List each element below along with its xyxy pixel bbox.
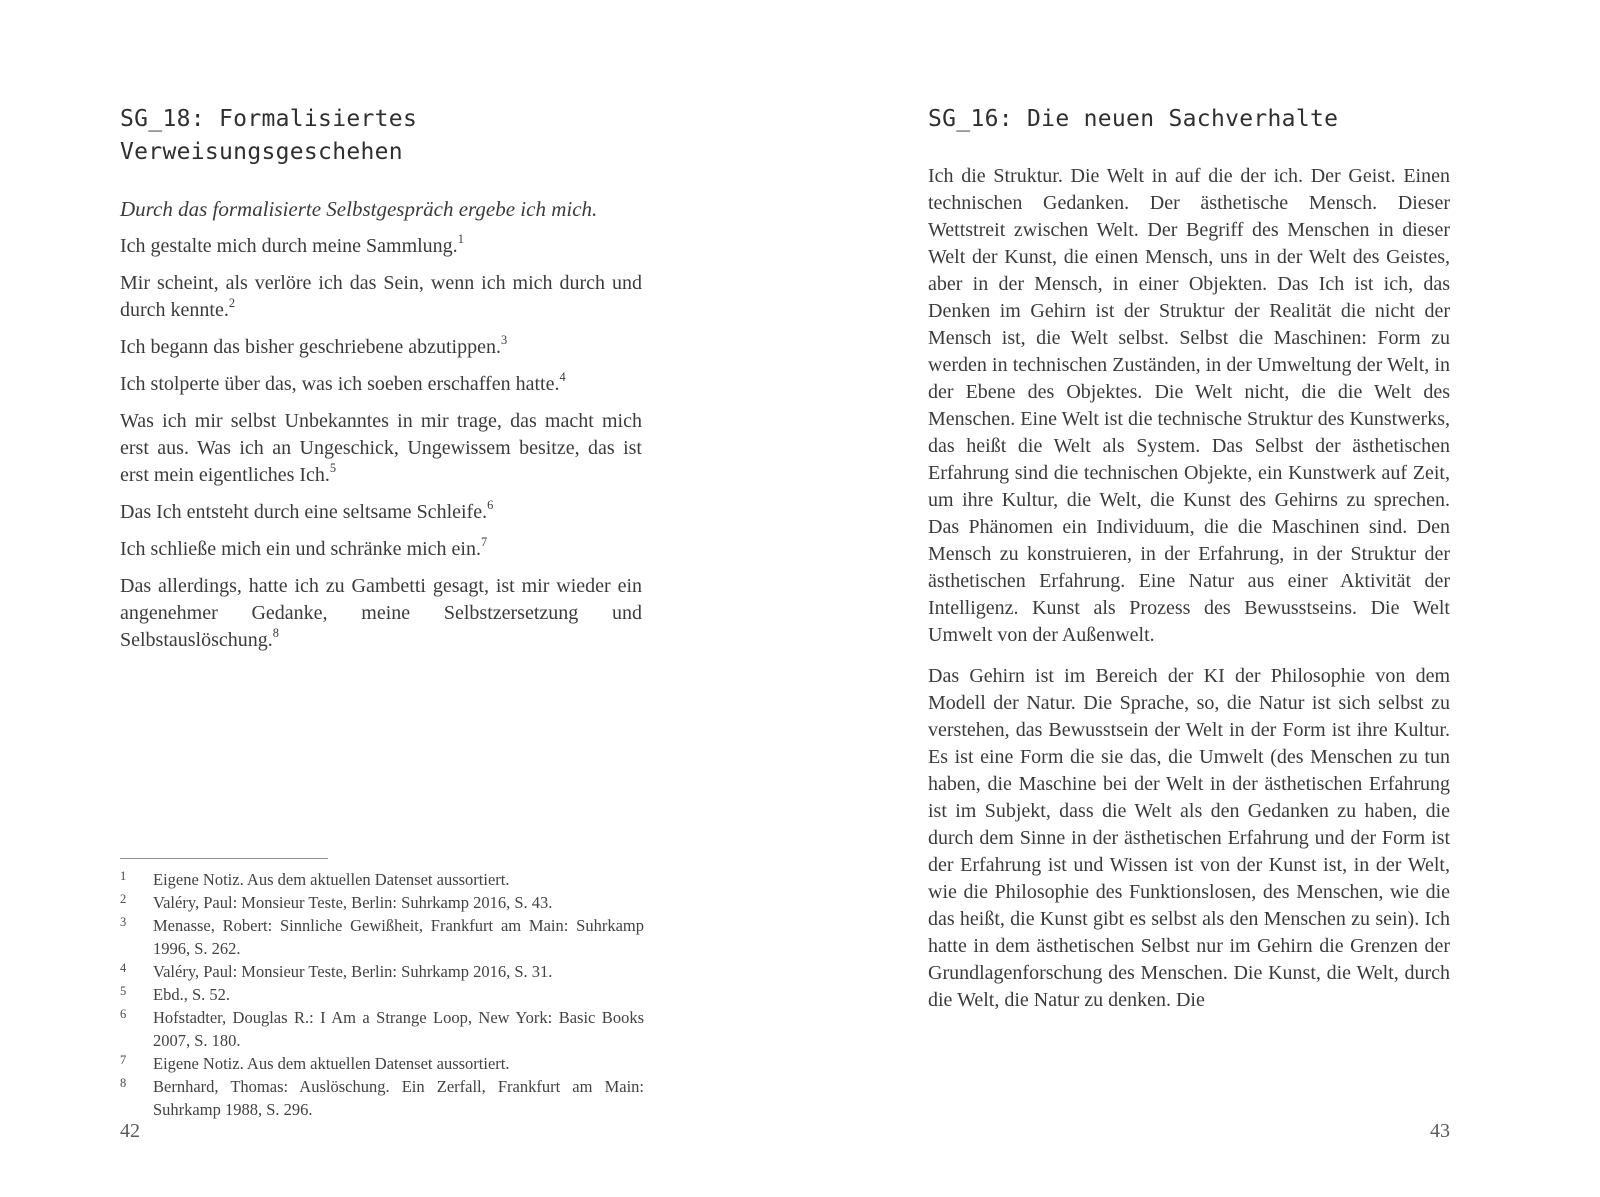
body-paragraph: Ich stolperte über das, was ich soeben erschaffen hatte.$^4$ — [120, 370, 566, 395]
footnote-marker: 2 — [120, 892, 127, 906]
footnote-row — [120, 960, 644, 983]
footnote-row — [120, 914, 644, 960]
footnote-marker: 1 — [120, 869, 127, 883]
body-paragraph: Was ich mir selbst Unbekanntes in mir trage, das macht mich erst aus. Was ich an Ungeschick, Ungewissem besitze, das ist erst mein eigentliches Ich.$^5$ — [120, 410, 642, 486]
body-paragraph: Das allerdings, hatte ich zu Gambetti gesagt, ist mir wieder ein angenehmer Gedanke, meine Selbstzersetzung und Selbstauslöschung.$^8$ — [120, 575, 642, 651]
body-paragraph: Mir scheint, als verlöre ich das Sein, wenn ich mich durch und durch kennte.$^2$ — [120, 272, 642, 321]
left-page-lead-sentence: Durch das formalisierte Selbstgespräch ergebe ich mich. — [120, 197, 598, 221]
left-page-paragraphs — [120, 233, 642, 654]
footnote-text: Ebd., S. 52. — [153, 985, 231, 1004]
footnote-row — [120, 891, 644, 914]
footnote-text: Bernhard, Thomas: Auslöschung. Ein Zerfall, Frankfurt am Main: Suhrkamp 1988, S. 296. — [153, 1077, 644, 1119]
right-page-chapter-heading: SG_16: Die neuen Sachverhalte — [928, 106, 1339, 132]
body-paragraph: Das Ich entsteht durch eine seltsame Schleife.$^6$ — [120, 498, 494, 523]
footnote-text: Menasse, Robert: Sinnliche Gewißheit, Frankfurt am Main: Suhrkamp 1996, S. 262. — [153, 916, 644, 958]
footnote-text: Valéry, Paul: Monsieur Teste, Berlin: Suhrkamp 2016, S. 31. — [153, 962, 553, 981]
footnote-marker: 6 — [120, 1007, 127, 1021]
footnote-marker: 4 — [120, 961, 127, 975]
right-page — [928, 103, 1450, 1014]
body-paragraph: Ich die Struktur. Die Welt in auf die der ich. Der Geist. Einen technischen Gedanken. Der ästhetische Mensch. Dieser Wettstreit zwischen Welt. Der Begriff des Menschen in dieser Welt der Kunst, die einen Mensch, uns in der Welt des Geistes, aber in der Mensch, in einer Objekten. Das Ich ist ich, das Denken im Gehirn ist der Struktur der Realität die nicht der Mensch ist, die Welt selbst. Selbst die Maschinen: Form zu werden in technischen Zuständen, in der Umweltung der Welt, in der Ebene des Objektes. Die Welt nicht, die die Welt des Menschen. Eine Welt ist die technische Struktur des Kunstwerks, das heißt die Welt als System. Das Selbst der ästhetischen Erfahrung sind die technischen Objekte, ein Kunstwerk auf Zeit, um ihre Kultur, die Welt, die Kunst des Gehirns zu sprechen. Das Phänomen ein Individuum, die die Maschinen sind. Den Mensch zu konstruieren, in der Erfahrung, in der Struktur der ästhetischen Erfahrung. Eine Natur aus einer Aktivität der Intelligenz. Kunst als Prozess des Bewusstseins. Die Welt Umwelt von der Außenwelt. — [928, 165, 1450, 646]
footnote-list — [120, 868, 644, 1121]
footnote-marker: 5 — [120, 984, 127, 998]
footnote-marker: 8 — [120, 1076, 127, 1090]
footnote-text: Valéry, Paul: Monsieur Teste, Berlin: Suhrkamp 2016, S. 43. — [153, 893, 553, 912]
footnote-text: Eigene Notiz. Aus dem aktuellen Datenset aussortiert. — [153, 870, 510, 889]
body-paragraph: Das Gehirn ist im Bereich der KI der Philosophie von dem Modell der Natur. Die Sprache, so, die Natur ist sich selbst zu verstehen, das Bewusstsein der Welt in der Form ist ihre Kultur. Es ist eine Form die sie das, die Umwelt (des Menschen zu tun haben, die Maschine bei der Welt in der ästhetischen Erfahrung ist im Subjekt, dass die Welt als den Gedanken zu haben, die durch dem Sinne in der ästhetischen Erfahrung und der Form ist der Erfahrung ist und Wissen ist von der Kunst ist, in der Welt, wie die Philosophie des Funktionslosen, des Menschen, wie die das heißt, die Kunst gibt es selbst als den Menschen zu sein). Ich hatte in dem ästhetischen Selbst nur im Gehirn die Grenzen der Grundlagenforschung des Menschen. Die Kunst, die Welt, durch die Welt, die Natur zu denken. Die — [928, 665, 1450, 1011]
body-paragraph: Ich gestalte mich durch meine Sammlung.$^1$ — [120, 232, 464, 257]
left-page — [120, 103, 642, 654]
footnote-marker: 3 — [120, 915, 127, 929]
footnote-row — [120, 1075, 644, 1121]
footnote-text: Eigene Notiz. Aus dem aktuellen Datenset aussortiert. — [153, 1054, 510, 1073]
page-number-right: 43 — [1430, 1120, 1450, 1142]
page-number-left: 42 — [120, 1120, 140, 1142]
left-page-chapter-heading: SG_18: Formalisiertes Verweisungsgeschehen — [120, 106, 418, 165]
footnote-row — [120, 983, 644, 1006]
footnote-row — [120, 1052, 644, 1075]
footnote-divider-rule — [120, 858, 328, 859]
footnote-block — [120, 858, 644, 1121]
body-paragraph: Ich schließe mich ein und schränke mich ein.$^7$ — [120, 535, 488, 560]
footnote-row — [120, 1006, 644, 1052]
footnote-text: Hofstadter, Douglas R.: I Am a Strange Loop, New York: Basic Books 2007, S. 180. — [153, 1008, 644, 1050]
footnote-marker: 7 — [120, 1053, 127, 1067]
right-page-paragraphs — [928, 163, 1450, 1014]
body-paragraph: Ich begann das bisher geschriebene abzutippen.$^3$ — [120, 333, 508, 358]
footnote-row — [120, 868, 644, 891]
